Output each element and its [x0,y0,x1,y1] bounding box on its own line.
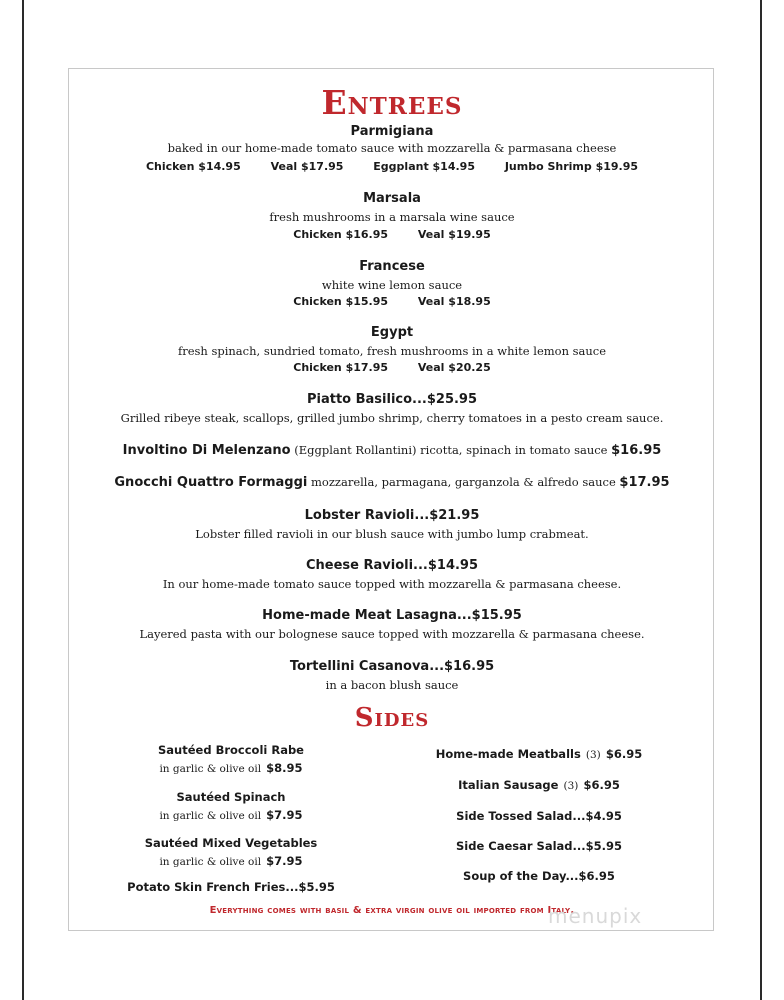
parmigiana-desc: baked in our home-made tomato sauce with mozzarella & parmasana cheese [167,141,617,155]
tortellini-name: Tortellini Casanova...$16.95 [289,659,495,674]
cheese-name: Cheese Ravioli...$14.95 [305,558,479,573]
price-item: Chicken $14.95 [145,160,241,173]
price-item: Jumbo Shrimp $19.95 [504,160,639,173]
menu-page [68,68,714,931]
lasagna-desc: Layered pasta with our bolognese sauce topped with mozzarella & parmasana cheese. [139,627,645,641]
price-item: Veal $20.25 [417,361,491,374]
side-qty: (3) [563,780,579,792]
binder-line-left [22,0,24,1000]
piatto-name: Piatto Basilico...$25.95 [306,392,478,407]
involtino-line [69,443,715,458]
side-name: Sautéed Spinach [176,790,286,804]
parmigiana-prices [69,160,715,173]
side-item [81,743,381,776]
egypt-desc: fresh spinach, sundried tomato, fresh mushrooms in a white lemon sauce [177,344,607,358]
side-item [389,835,689,854]
lasagna-name: Home-made Meat Lasagna...$15.95 [262,608,522,623]
side-price: $8.95 [266,761,303,775]
lobster-desc: Lobster filled ravioli in our blush sauce with jumbo lump crabmeat. [195,527,589,541]
price-item: Chicken $16.95 [293,228,389,241]
price-item: Chicken $17.95 [293,361,389,374]
side-qty: (3) [585,749,601,761]
cheese-desc: In our home-made tomato sauce topped with mozzarella & parmasana cheese. [162,577,622,591]
marsala-name: Marsala [363,191,421,206]
side-name: Soup of the Day...$6.95 [463,869,615,883]
binder-line-right [760,0,762,1000]
price-item: Veal $17.95 [270,160,344,173]
side-item [389,805,689,824]
involtino-desc: (Eggplant Rollantini) ricotta, spinach in tomato sauce [294,443,608,457]
side-desc: in garlic & olive oil [159,810,262,822]
francese-name: Francese [359,259,425,274]
entrees-heading: Entrees [321,83,463,122]
price-item: Eggplant $14.95 [373,160,475,173]
side-price: $6.95 [583,778,620,792]
side-desc: in garlic & olive oil [159,856,262,868]
parmigiana-name: Parmigiana [350,124,434,139]
piatto-desc: Grilled ribeye steak, scallops, grilled jumbo shrimp, cherry tomatoes in a pesto cream sauce. [120,411,664,425]
side-name: Side Tossed Salad...$4.95 [456,809,622,823]
side-name: Side Caesar Salad...$5.95 [456,839,622,853]
price-item: Veal $19.95 [417,228,491,241]
side-name: Home-made Meatballs [435,747,581,761]
egypt-name: Egypt [370,325,414,340]
side-name: Sautéed Broccoli Rabe [158,743,304,757]
francese-desc: white wine lemon sauce [321,278,463,292]
side-item [81,880,381,894]
tortellini-desc: in a bacon blush sauce [325,678,459,692]
side-name: Sautéed Mixed Vegetables [144,836,318,850]
marsala-desc: fresh mushrooms in a marsala wine sauce [269,210,515,224]
side-item [389,865,689,884]
lobster-name: Lobster Ravioli...$21.95 [304,508,480,523]
side-item [389,774,689,793]
sides-heading: Sides [354,703,430,733]
side-item [81,790,381,823]
footer-note: Everything comes with basil & extra virgin olive oil imported from Italy. [209,905,575,916]
gnocchi-price: $17.95 [619,475,670,490]
watermark: menupix [548,904,643,928]
side-item [389,743,689,762]
francese-prices [69,295,715,308]
side-desc: in garlic & olive oil [159,763,262,775]
price-item: Chicken $15.95 [293,295,389,308]
gnocchi-name: Gnocchi Quattro Formaggi [114,475,308,490]
egypt-prices [69,361,715,374]
marsala-prices [69,228,715,241]
side-name: Potato Skin French Fries...$5.95 [127,880,335,894]
side-price: $6.95 [605,747,643,761]
side-item [81,836,381,869]
involtino-name: Involtino Di Melenzano [122,443,291,458]
gnocchi-desc: mozzarella, parmagana, garganzola & alfredo sauce [311,475,616,489]
involtino-price: $16.95 [611,443,662,458]
side-name: Italian Sausage [458,778,559,792]
price-item: Veal $18.95 [417,295,491,308]
side-price: $7.95 [266,854,303,868]
side-price: $7.95 [266,808,303,822]
gnocchi-line [69,475,715,490]
